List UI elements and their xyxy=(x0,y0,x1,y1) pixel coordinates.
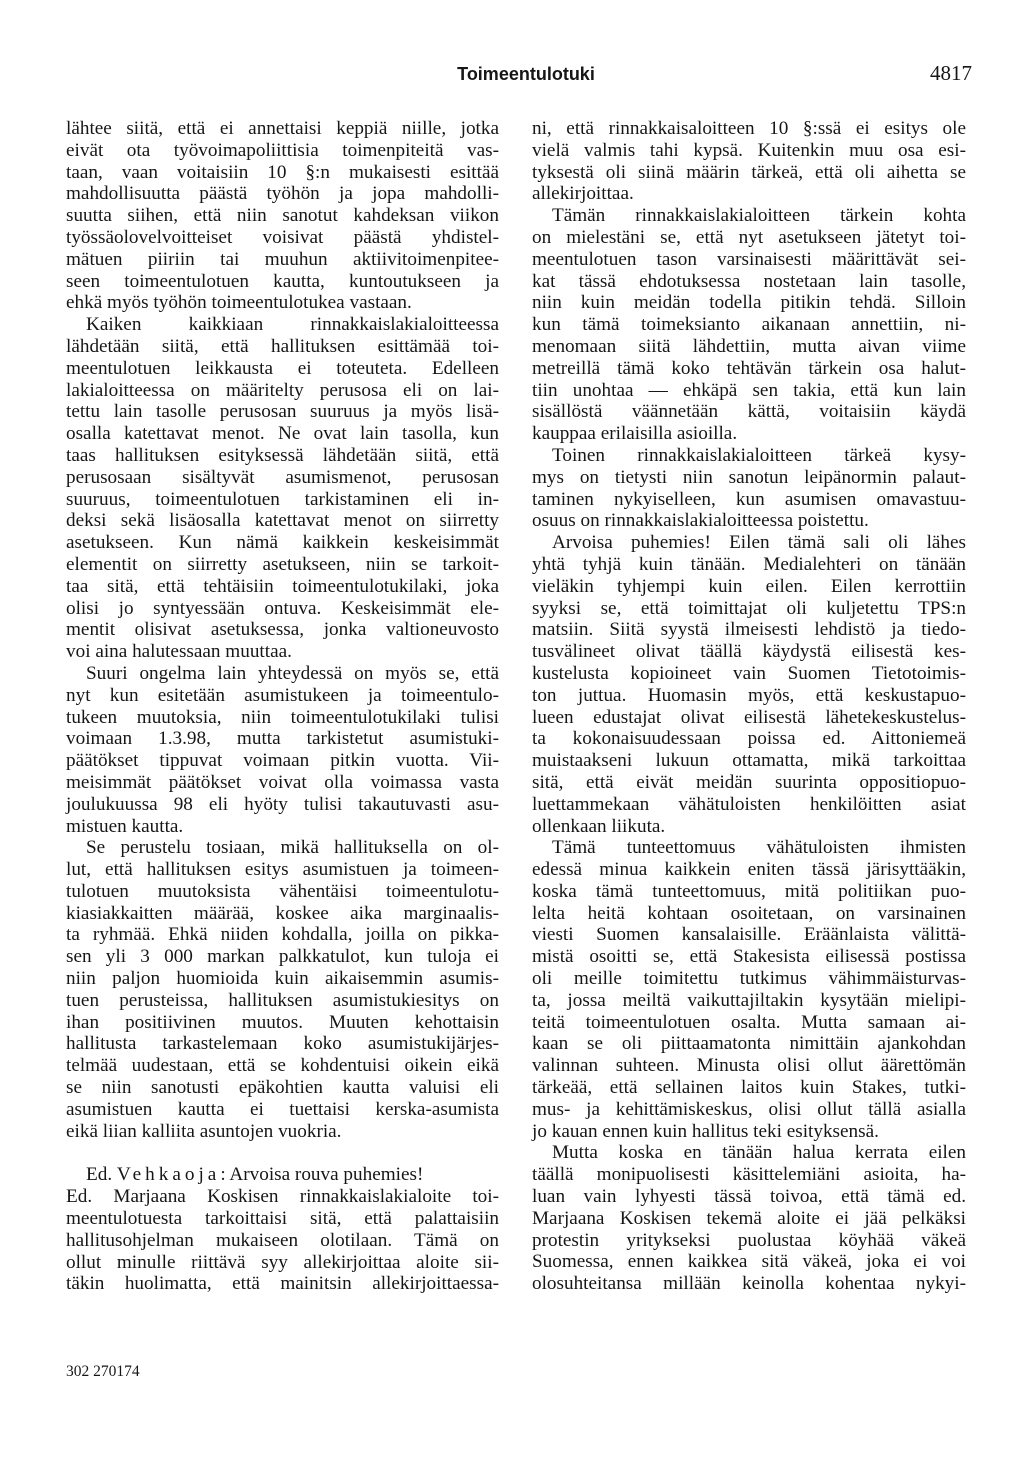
text-line: päätökset tippuvat voimaan pitkin vuotta. Vii- xyxy=(66,750,499,772)
text-line: ehkä myös työhön toimeentulotukea vastaan. xyxy=(66,292,412,314)
text-line: Suomessa, ennen kaikkea sitä väkeä, joka ei voi xyxy=(532,1251,966,1273)
text-line: työssäolovelvoitteiset voisivat päästä yhdistel- xyxy=(66,226,499,248)
text-line: luan vain lyhyesti tässä toivoa, että tämä ed. xyxy=(532,1186,966,1208)
text-line: lakialoitteessa on määritelty perusosa eli on lai- xyxy=(66,379,499,401)
text-line: kaan se oli piittaamatonta nimittäin ajankohdan xyxy=(532,1033,966,1055)
text-line: kustelusta kopioineet vain Suomen Tietotoimis- xyxy=(532,662,966,684)
text-line: ollenkaan liikuta. xyxy=(532,815,666,837)
text-line: suuruus, toimeentulotuen tarkistaminen eli in- xyxy=(66,488,499,510)
text-line: luettammekaan vähätuloisten henkilöitten asiat xyxy=(532,793,966,815)
text-line: tärkeää, että sellainen laitos kuin Stakes, tutki- xyxy=(532,1077,966,1099)
text-line: ton juttua. Huomasin myös, että keskustapuo- xyxy=(532,684,966,706)
text-line: täkin huolimatta, että mainitsin allekirjoittaessa- xyxy=(66,1273,499,1295)
text-line: eikä liian kalliita asuntojen vuokria. xyxy=(66,1120,342,1142)
text-line: mistuen kautta. xyxy=(66,815,184,837)
text-line: allekirjoittaa. xyxy=(532,183,634,205)
text-line: meentulotuen leikkausta ei toteuteta. Edelleen xyxy=(66,357,499,379)
speaker-intro: : Arvoisa rouva puhemies! xyxy=(220,1164,424,1186)
text-line: lähdetään siitä, että hallituksen esittämää toi- xyxy=(66,335,499,357)
left-text-column xyxy=(66,118,499,1295)
text-line: Tämän rinnakkaislakialoitteen tärkein kohta xyxy=(552,205,966,227)
text-line: tukeen muutoksia, niin toimeentulotukilaki tulisi xyxy=(66,706,499,728)
text-line: tusvälineet olivat täällä käydystä eilisestä kes- xyxy=(532,641,966,663)
text-line: meisimmät päätökset voivat olla voimassa vasta xyxy=(66,771,499,793)
text-line: metreillä tämä koko tehtävän tärkein osa halut- xyxy=(532,357,966,379)
text-line: meentulotuesta tarkoittaisi sitä, että palattaisiin xyxy=(66,1208,499,1230)
text-line: elementit on siirretty asetukseen, niin se tarkoit- xyxy=(66,553,499,575)
text-line: niin paljon huomioida kuin aikaisemmin asumis- xyxy=(66,968,499,990)
text-line: menomaan siitä lähdettiin, mutta aivan viime xyxy=(532,335,966,357)
text-line: joulukuussa 98 eli hyöty tulisi takautuvasti asu- xyxy=(66,793,499,815)
text-line: sitä, että eivät meidän suurinta oppositiopuo- xyxy=(532,771,966,793)
text-line: Toinen rinnakkaislakialoitteen tärkeä kysy- xyxy=(552,444,966,466)
text-line: mätuen piiriin tai muuhun aktiivitoimenpitee- xyxy=(66,248,499,270)
text-line: sisällöstä väännetään kättä, voitaisiin käydä xyxy=(532,401,966,423)
text-line: seen toimeentulotuen kautta, kuntoutukseen ja xyxy=(66,270,499,292)
text-line: ta, jossa meiltä vaikuttajiltakin kysytään mielipi- xyxy=(532,989,966,1011)
text-line: osalla katettavat menot. Ne ovat lain tasolla, kun xyxy=(66,423,499,445)
text-line: Kaiken kaikkiaan rinnakkaislakialoitteessa xyxy=(86,314,499,336)
text-line: Arvoisa puhemies! Eilen tämä sali oli lähes xyxy=(552,532,966,554)
text-line: niin kuin meidän todella pitikin tehdä. Silloin xyxy=(532,292,966,314)
text-line: hallitusta tarkastelemaan koko asumistukijärjes- xyxy=(66,1033,499,1055)
text-line: asumistuen kautta ei tuettaisi kerska-asumista xyxy=(66,1098,499,1120)
text-line: deksi sekä lisäosalla katettavat menot on siirretty xyxy=(66,510,499,532)
text-line: Marjaana Koskisen tekemä aloite ei jää pelkäksi xyxy=(532,1207,966,1229)
text-line: mistä osoitti se, että Stakesista eilisessä postissa xyxy=(532,946,966,968)
text-line: taan, vaan voitaisiin 10 §:n mukaisesti esittää xyxy=(66,161,499,183)
text-line: Mutta koska en tänään halua kerrata eilen xyxy=(552,1142,966,1164)
text-line: hallitusohjelman mukaiseen olotilaan. Tämä on xyxy=(66,1229,499,1251)
text-line: taas hallituksen esityksessä lähdetään siitä, että xyxy=(66,444,499,466)
right-text-column xyxy=(532,118,966,1295)
text-line: eivät ota työvoimapoliittisia toimenpiteitä vas- xyxy=(66,139,499,161)
text-line: olisi jo syntyessään ontuva. Keskeisimmät ele- xyxy=(66,597,499,619)
text-line: täällä monipuolisesti käsittelemiäni asioita, ha- xyxy=(532,1164,966,1186)
text-line: mus- ja kehittämiskeskus, olisi ollut tällä asialla xyxy=(532,1098,966,1120)
text-line: lähtee siitä, että ei annettaisi keppiä niille, jotka xyxy=(66,118,499,139)
text-line: ni, että rinnakkaisaloitteen 10 §:ssä ei esitys ole xyxy=(532,118,966,139)
speaker-prefix: Ed. xyxy=(86,1164,113,1186)
text-line: lut, että hallituksen esitys asumistuen ja toimeen- xyxy=(66,859,499,881)
text-line: ta kokonaisuudessaan poissa ed. Aittoniemeä xyxy=(532,728,966,750)
text-line: olosuhteitansa millään keinolla kohentaa nykyi- xyxy=(532,1273,966,1295)
text-line: mahdollisuutta päästä työhön ja jopa mahdolli- xyxy=(66,183,499,205)
text-line: koska tämä tunteettomuus, mitä politiikan puo- xyxy=(532,880,966,902)
running-header-title: Toimeentulotuki xyxy=(457,64,595,84)
text-line: jo kauan ennen kuin hallitus teki esityksensä. xyxy=(532,1120,879,1142)
text-line: valinnan suhteen. Minusta olisi ollut äärettömän xyxy=(532,1055,966,1077)
text-line: tyksestä oli siinä määrin tärkeä, että oli aihetta se xyxy=(532,161,966,183)
text-line: taa sitä, että tehtäisiin toimeentulotukilaki, joka xyxy=(66,575,499,597)
text-line: meentulotuen tason varsinaisesti määrittävät sei- xyxy=(532,248,966,270)
text-line: suutta siihen, että niin sanotut kahdeksan viikon xyxy=(66,205,499,227)
text-line: perusosaan sisältyvät asumismenot, perusosan xyxy=(66,466,499,488)
text-line: tettu lain tasolle perusosan suuruus ja myös lisä- xyxy=(66,401,499,423)
text-line: sen yli 3 000 markan palkkatulot, kun tuloja ei xyxy=(66,946,499,968)
text-line: muistaakseni lukuun ottamatta, mikä tarkoittaa xyxy=(532,750,966,772)
text-line: matsiin. Siitä syystä ilmeisesti lehdistö ja tiedo- xyxy=(532,619,966,641)
text-line: vielä valmis tahi kypsä. Kuitenkin muu osa esi- xyxy=(532,139,966,161)
text-line: voi aina halutessaan muuttaa. xyxy=(66,641,292,663)
text-line: ihan positiivinen muutos. Muuten kehottaisin xyxy=(66,1011,499,1033)
text-line: voimaan 1.3.98, mutta tarkistetut asumistuki- xyxy=(66,728,499,750)
text-line: tuen perusteissa, hallituksen asumistukiesitys on xyxy=(66,989,499,1011)
text-line: Suuri ongelma lain yhteydessä on myös se, että xyxy=(86,662,499,684)
text-line: mentit olisivat asetuksessa, jonka valtioneuvosto xyxy=(66,619,499,641)
text-line: vieläkin tyhjempi kuin eilen. Eilen kerrottiin xyxy=(532,575,966,597)
footer-print-code: 302 270174 xyxy=(66,1363,140,1380)
text-line: tiin unohtaa — ehkäpä sen takia, että kun lain xyxy=(532,379,966,401)
text-line: kun tämä toimeksianto aikanaan annettiin, ni- xyxy=(532,314,966,336)
text-line: kauppaa erilaisilla asioilla. xyxy=(532,423,738,445)
text-line: Ed. Marjaana Koskisen rinnakkaislakialoite toi- xyxy=(66,1186,499,1208)
text-line: lelta heitä kohtaan osoitetaan, on varsinainen xyxy=(532,902,966,924)
text-line: lueen edustajat olivat eilisestä lähetekeskustelus- xyxy=(532,706,966,728)
speaker-name: Vehkaoja xyxy=(116,1164,221,1186)
text-line: telmää uudestaan, että se kohdentuisi oikein eikä xyxy=(66,1055,499,1077)
text-line: viesti Suomen kansalaisille. Eräänlaista välittä- xyxy=(532,924,966,946)
text-line: osuus on rinnakkaislakialoitteessa poistettu. xyxy=(532,510,869,532)
text-line: on mielestäni se, että nyt asetukseen jätetyt toi- xyxy=(532,226,966,248)
text-line: edessä minua kaikkein eniten tässä järisyttääkin, xyxy=(532,859,966,881)
text-line: mys on tietysti niin sanotun leipänormin palaut- xyxy=(532,466,966,488)
text-line: Se perustelu tosiaan, mikä hallituksella on ol- xyxy=(86,837,499,859)
text-line: Tämä tunteettomuus vähätuloisten ihmisten xyxy=(552,837,966,859)
text-line: kiasiakkaitten määrää, koskee aika marginaalis- xyxy=(66,902,499,924)
text-line: syyksi se, että toimittajat oli kuljetettu TPS:n xyxy=(532,597,966,619)
text-line: asetukseen. Kun nämä kaikkein keskeisimmät xyxy=(66,532,499,554)
text-line: ollut minulle riittävä syy allekirjoittaa aloite sii- xyxy=(66,1251,499,1273)
text-line: oli meille toimitettu tutkimus vähimmäisturvas- xyxy=(532,968,966,990)
text-line: nyt kun esitetään asumistukeen ja toimeentulo- xyxy=(66,684,499,706)
text-line: taminen nykyiselleen, kun asumisen omavastuu- xyxy=(532,488,966,510)
text-line: protestin yritykseksi puolustaa köyhää väkeä xyxy=(532,1229,966,1251)
text-line: teitä toimeentulotuen osalta. Mutta samaan ai- xyxy=(532,1011,966,1033)
speaker-line xyxy=(66,1164,499,1186)
text-line: yhtä tyhjä kuin tänään. Medialehteri on tänään xyxy=(532,553,966,575)
page-number: 4817 xyxy=(930,61,972,85)
paragraph-gap xyxy=(66,1142,499,1164)
text-line: tulotuen muutoksista vähentäisi toimeentulotu- xyxy=(66,880,499,902)
text-line: ta ryhmää. Ehkä niiden kohdalla, joilla on pikka- xyxy=(66,924,499,946)
text-line: kat tässä ehdotuksessa nostetaan lain tasolle, xyxy=(532,270,966,292)
text-line: se niin sanotusti epäkohtien kautta valuisi eli xyxy=(66,1077,499,1099)
